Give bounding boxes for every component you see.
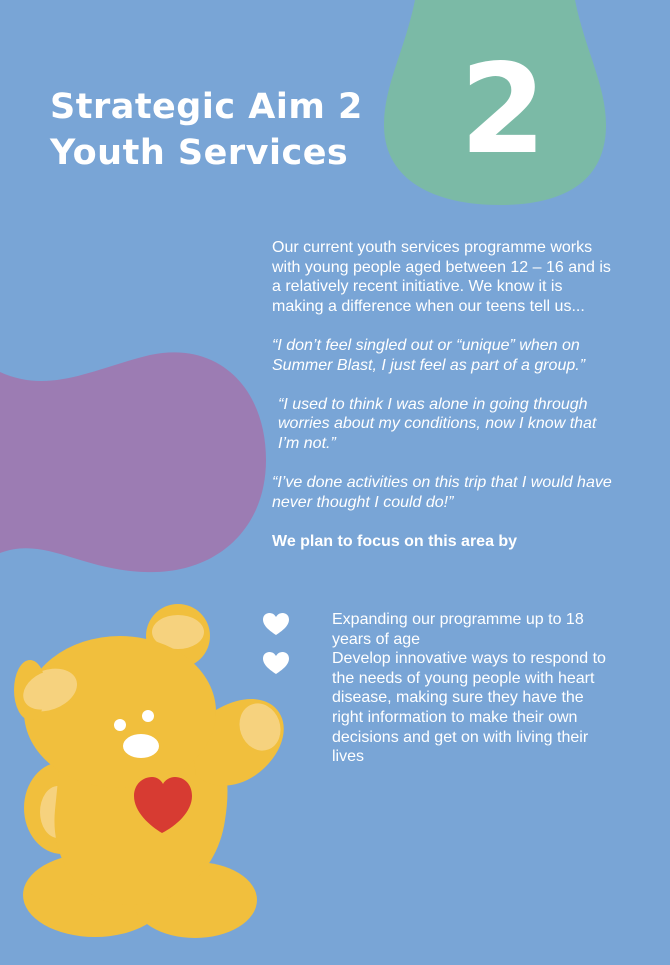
focus-list [262, 610, 612, 767]
focus-item-text: Expanding our programme up to 18 years of age [332, 611, 584, 648]
page-title [50, 84, 363, 176]
focus-item-text: Develop innovative ways to respond to the needs of young people with heart disease, making sure they have the right information to make their own decisions and get on with living their lives [332, 650, 606, 766]
title-line-1: Strategic Aim 2 [50, 87, 363, 127]
intro-paragraph: Our current youth services programme works with young people aged between 12 – 16 and is a relatively recent initiative. We know it is making a difference when our teens tell us... [272, 239, 611, 315]
focus-heading: We plan to focus on this area by [272, 532, 518, 550]
focus-list-item [262, 610, 612, 649]
focus-list-item [262, 649, 612, 767]
purple-blob-shape [0, 352, 266, 572]
quote-1: “I don’t feel singled out or “unique” when on Summer Blast, I just feel as part of a group.” [272, 336, 586, 374]
title-line-2: Youth Services [50, 133, 349, 173]
heart-icon [262, 612, 290, 636]
heart-icon [262, 651, 290, 675]
aim-number: 2 [459, 38, 547, 182]
main-content [272, 238, 612, 566]
quote-3: “I’ve done activities on this trip that I would have never thought I could do!” [272, 474, 612, 511]
quote-2: “I used to think I was alone in going through worries about my conditions, now I know that I’m not.” [278, 395, 597, 452]
teddy-bear-illustration [13, 604, 287, 938]
